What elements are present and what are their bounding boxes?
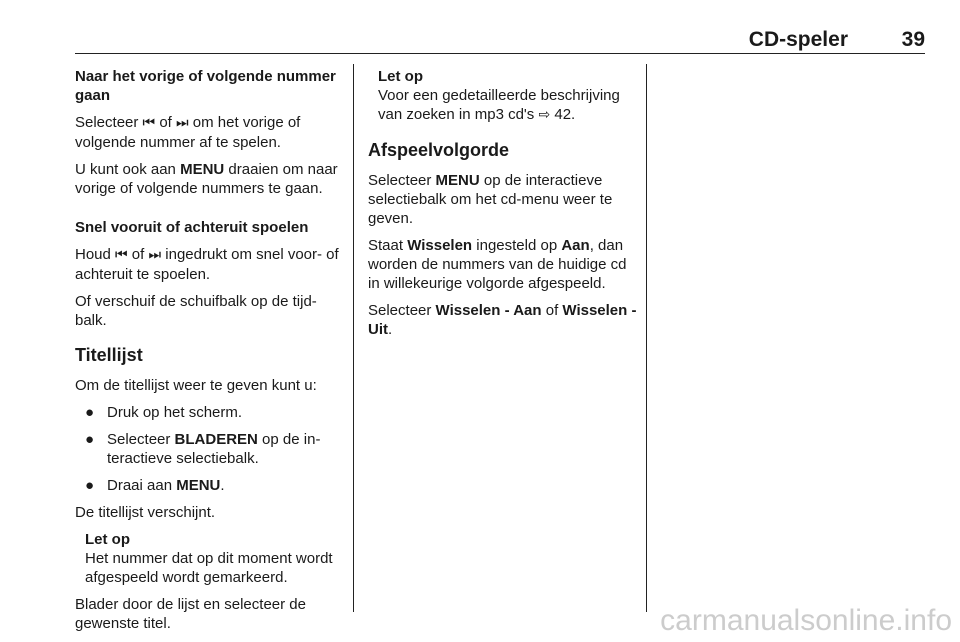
paragraph-menu-rotate: U kunt ook aan MENU draaien om naar vorige of volgende nummers te gaan.	[75, 161, 338, 197]
note-title: Let op	[378, 68, 423, 85]
heading-seek: Snel vooruit of achteruit spoelen	[75, 219, 309, 236]
header-divider	[75, 53, 925, 54]
next-track-icon: ⏭	[176, 115, 189, 131]
heading-prev-next: Naar het vorige of volgende nummer gaan	[75, 68, 336, 104]
note-text: Voor een gedetailleerde beschrijving van zoeken in mp3 cd's ⇨ 42.	[378, 87, 620, 123]
list-item: ● Druk op het scherm.	[85, 404, 243, 421]
section-title: CD-speler	[748, 28, 848, 51]
column-middle	[368, 67, 638, 347]
next-track-icon: ⏭	[148, 247, 162, 263]
paragraph-seek: Houd ⏮ of ⏭ ingedrukt om snel voor- of achteruit te spoelen.	[75, 246, 339, 283]
note-box	[368, 67, 638, 125]
paragraph-prev-next: Selecteer ⏮ of ⏭ om het vorige of volgende nummer af te spelen.	[75, 114, 301, 151]
column-divider-2	[646, 64, 647, 612]
paragraph-titlelist-intro: Om de titellijst weer te geven kunt u:	[75, 377, 317, 394]
list-item: ● Draai aan MENU.	[85, 477, 225, 494]
heading-titlelist: Titellijst	[75, 345, 143, 365]
watermark: carmanualsonline.info	[660, 604, 952, 637]
note-box	[75, 530, 343, 587]
paragraph-select-menu: Selecteer MENU op de interactieve selectiebalk om het cd-menu weer te geven.	[368, 172, 613, 227]
paragraph-shuffle-options: Selecteer Wisselen - Aan of Wisselen - Uit.	[368, 302, 637, 338]
previous-track-icon: ⏮	[142, 115, 156, 131]
note-text: Het nummer dat op dit moment wordt afgespeeld wordt gemarkeerd.	[85, 550, 333, 586]
paragraph-slider: Of verschuif de schuifbalk op de tijdbalk.	[75, 293, 317, 329]
note-title: Let op	[85, 531, 130, 548]
column-left	[75, 67, 343, 641]
column-divider-1	[353, 64, 354, 612]
heading-playback-order: Afspeelvolgorde	[368, 140, 510, 160]
page-number: 39	[901, 28, 925, 51]
reference-arrow-icon: ⇨	[538, 107, 551, 123]
previous-track-icon: ⏮	[115, 247, 128, 263]
paragraph-shuffle: Staat Wisselen ingesteld op Aan, dan worden de nummers van de huidige cd in willekeurige volgorde afgespeeld.	[368, 237, 627, 292]
paragraph-browse: Blader door de lijst en selecteer de gewenste titel.	[75, 596, 306, 632]
list-item: ● Selecteer BLADEREN op de interactieve selectiebalk.	[85, 431, 321, 467]
paragraph-titlelist-shown: De titellijst verschijnt.	[75, 504, 216, 521]
